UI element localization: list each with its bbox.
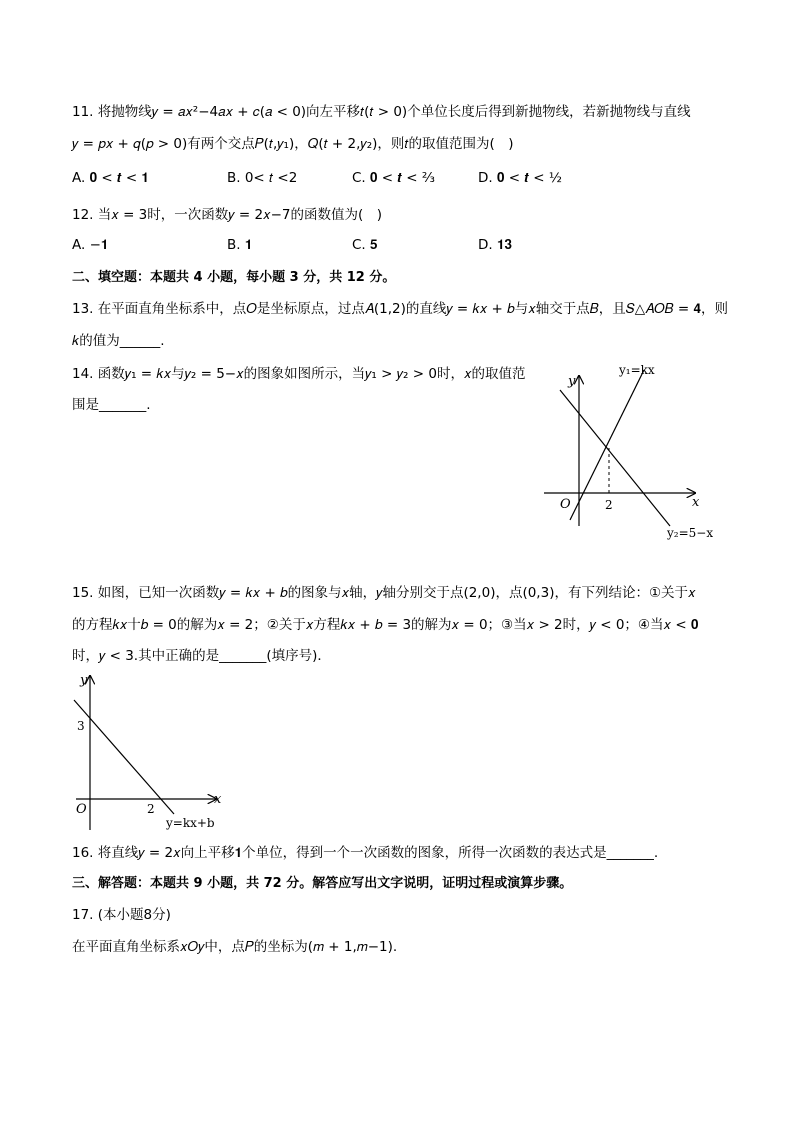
q15-line3: 时，𝑦 < 3.其中正确的是_______(填序号)． [72, 648, 331, 664]
q15-tick-2: 2 [147, 802, 155, 816]
q11-option-b: B. 0< 𝑡 <2 [227, 170, 298, 186]
q14-label-y1: y₁=kx [619, 363, 655, 377]
q16-line1: 16. 将直线𝑦 = 2𝑥向上平移𝟏个单位，得到一个一次函数的图象，所得一次函数的表达式是_______. [72, 845, 659, 861]
q11-line1: 11. 将抛物线𝑦 = 𝑎𝑥²−4𝑎𝑥 + 𝑐(𝑎 < 0)向左平移𝑡(𝑡 > 0)个单位长度后得到新抛物线，若新抛物线与直线 [72, 104, 691, 120]
q11-options [72, 170, 712, 190]
q11-option-c: C. 𝟎 < 𝒕 < ⅔ [352, 170, 435, 186]
q15-origin-label: O [76, 802, 87, 817]
q15-line2: 的方程𝑘𝑥十𝑏 = 0的解为𝑥 = 2；②关于𝑥方程𝑘𝑥 + 𝑏 = 3的解为𝑥 = 0；③当𝑥 > 2时，𝑦 < 0；④当𝑥 < 𝟎 [72, 617, 699, 633]
q13-line2: 𝑘的值为______. [72, 333, 165, 349]
q15-line-kxb [74, 700, 174, 814]
q17-line1: 17. (本小题8分) [72, 907, 171, 923]
q14-x-label: x [692, 495, 700, 510]
q14-y-label: y [568, 374, 576, 389]
q11-option-d: D. 𝟎 < 𝒕 < ½ [478, 170, 562, 186]
q14-figure [530, 356, 730, 546]
q15-figure [68, 668, 238, 838]
q15-tick-3: 3 [77, 719, 85, 733]
q14-tick-2: 2 [605, 498, 613, 512]
q12-option-a: A. −𝟏 [72, 237, 109, 253]
q15-y-label: y [80, 673, 88, 688]
q17-line2: 在平面直角坐标系𝑥𝑂𝑦中，点𝑃的坐标为(𝑚 + 1,𝑚−1). [72, 939, 398, 955]
q14-line1: 14. 函数𝑦₁ = 𝑘𝑥与𝑦₂ = 5−𝑥的图象如图所示，当𝑦₁ > 𝑦₂ > 0时，𝑥的取值范 [72, 366, 526, 382]
q15-line-label: y=kx+b [166, 816, 215, 830]
q12-options [72, 237, 712, 257]
q12-option-b: B. 𝟏 [227, 237, 253, 253]
q14-origin-label: O [560, 497, 571, 512]
q11-option-a: A. 𝟎 < 𝒕 < 𝟏 [72, 170, 149, 186]
q15-line1: 15. 如图，已知一次函数𝑦 = 𝑘𝑥 + 𝑏的图象与𝑥轴，𝑦轴分别交于点(2,0)，点(0,3)，有下列结论：①关于𝑥 [72, 585, 696, 601]
q12-line1: 12. 当𝑥 = 3时，一次函数𝑦 = 2𝑥−7的函数值为( ) [72, 207, 383, 223]
q11-line2: 𝑦 = 𝑝𝑥 + 𝑞(𝑝 > 0)有两个交点𝑃(𝑡,𝑦₁)，𝑄(𝑡 + 2,𝑦₂)，则𝑡的取值范围为( ) [72, 136, 514, 152]
q13-line1: 13. 在平面直角坐标系中，点𝑂是坐标原点，过点𝐴(1,2)的直线𝑦 = 𝑘𝑥 + 𝑏与𝑥轴交于点𝐵，且𝑆△𝐴𝑂𝐵 = 𝟒，则 [72, 301, 729, 317]
section-3-heading: 三、解答题：本题共 9 小题，共 72 分。解答应写出文字说明，证明过程或演算步骤。 [72, 876, 573, 891]
q12-option-d: D. 𝟏𝟑 [478, 237, 512, 253]
q15-x-label: x [214, 792, 222, 807]
section-2-heading: 二、填空题：本题共 4 小题，每小题 3 分，共 12 分。 [72, 270, 396, 285]
q14-label-y2: y₂=5−x [667, 526, 714, 540]
q12-option-c: C. 𝟓 [352, 237, 378, 253]
q14-line2: 围是_______. [72, 397, 151, 413]
